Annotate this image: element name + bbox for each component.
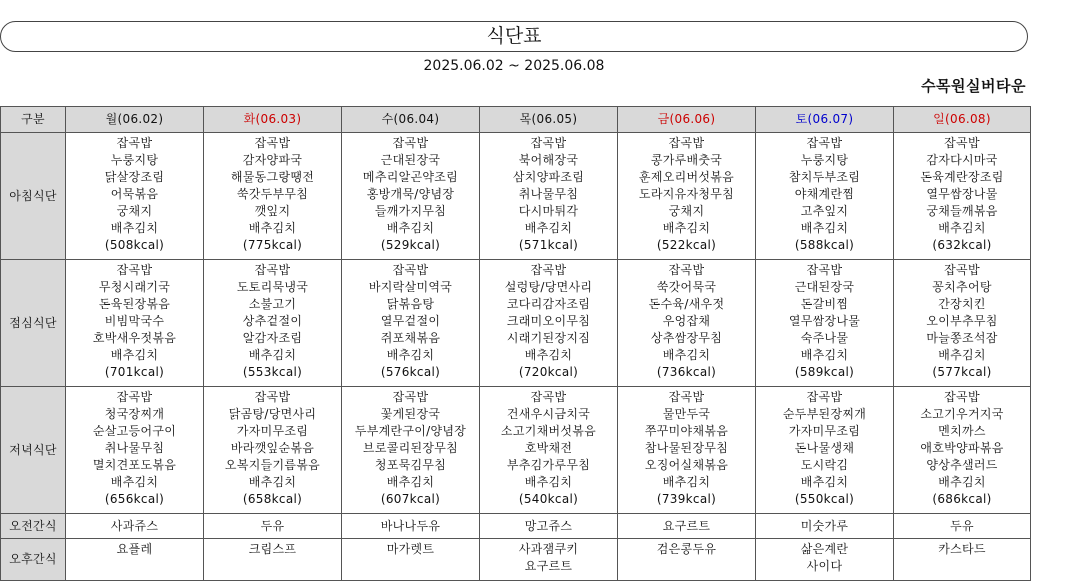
menu-item: 시래기된장지짐 [506,331,591,345]
menu-item: 물만두국 [662,407,711,421]
menu-item: 배추김치 [386,348,435,362]
menu-item: 배추김치 [248,348,297,362]
menu-cell [618,539,756,581]
menu-item: 브로콜리된장무침 [362,441,459,455]
menu-item: 상추겉절이 [242,314,303,328]
menu-item: 쥐포채볶음 [380,331,441,345]
facility-name: 수목원실버타운 [921,77,1026,95]
menu-item: 참치두부조림 [788,170,861,184]
menu-item: 돈육계란장조림 [920,170,1004,184]
meal-row [1,514,1031,539]
menu-item: 근대된장국 [380,153,441,167]
menu-item: (508kcal) [104,238,165,252]
menu-cell [618,514,756,539]
menu-item: 깻잎지 [254,204,291,218]
header-row [1,107,1031,133]
menu-item: 감자다시마국 [926,153,998,167]
menu-item: 잡곡밥 [668,263,705,277]
menu-item: 배추김치 [800,348,849,362]
menu-item: 누룽지탕 [110,153,159,167]
menu-cell [342,260,480,387]
menu-item: 배추김치 [110,348,159,362]
menu-item: 잡곡밥 [254,136,291,150]
menu-item: 돈육된장볶음 [98,297,171,311]
menu-item: 사과쥬스 [110,518,159,533]
menu-item: 돈수육/새우젓 [648,297,725,311]
menu-item: 돈갈비찜 [800,297,849,311]
menu-item: 호박새우젓볶음 [92,331,177,345]
menu-item: 배추김치 [110,221,159,235]
menu-cell [756,133,894,260]
menu-cell [618,133,756,260]
menu-item: 건새우시금치국 [506,407,591,421]
menu-cell [66,514,204,539]
menu-item: 참나물된장무침 [644,441,729,455]
menu-item: 배추김치 [938,348,986,362]
menu-item: 양상추샐러드 [926,458,998,472]
menu-item: 바나나두유 [380,518,441,533]
menu-item: 가자미무조림 [788,424,861,438]
menu-item: 배추김치 [248,475,297,489]
menu-item: (571kcal) [518,238,579,252]
menu-item: 바지락살미역국 [368,280,453,294]
menu-item: 소불고기 [248,297,297,311]
menu-item: 배추김치 [662,221,711,235]
menu-item: 잡곡밥 [116,263,153,277]
menu-item: 취나물무침 [518,187,579,201]
menu-item: 잡곡밥 [668,390,705,404]
menu-item: 오복지들기름볶음 [224,458,321,472]
day-header-sun: 일(06.08) [894,107,1031,133]
menu-item: 잡곡밥 [392,136,429,150]
menu-item: 잡곡밥 [392,390,429,404]
menu-cell [480,133,618,260]
menu-item: (529kcal) [380,238,441,252]
menu-item: 다시마튀각 [518,204,579,218]
menu-item: 꽁치추어탕 [932,280,992,294]
menu-cell [342,387,480,514]
menu-item: 망고쥬스 [524,518,573,533]
menu-item: 멘치까스 [938,424,986,438]
menu-item: 꽃게된장국 [380,407,441,421]
menu-cell [66,387,204,514]
menu-item: 소고기채버섯볶음 [500,424,597,438]
menu-item: 호박채전 [524,441,573,455]
day-header-wed: 수(06.04) [342,107,480,133]
menu-item: 메추리알곤약조림 [362,170,459,184]
menu-item: 배추김치 [800,221,849,235]
menu-cell [66,539,204,581]
menu-item: 누룽지탕 [800,153,849,167]
menu-item: 삶은계란 [800,542,849,556]
menu-item: 설렁탕/당면사리 [504,280,593,294]
menu-item: 근대된장국 [794,280,855,294]
menu-item: 궁채지 [116,204,153,218]
menu-cell [66,133,204,260]
menu-item: 두유 [950,518,974,533]
menu-item: 잡곡밥 [254,263,291,277]
menu-item: 배추김치 [524,221,573,235]
menu-item: 잡곡밥 [806,136,843,150]
menu-cell [756,539,894,581]
meal-row [1,260,1031,387]
menu-item: 순살고등어구이 [92,424,177,438]
menu-item: (686kcal) [932,492,992,506]
menu-cell [480,514,618,539]
menu-item: (607kcal) [380,492,441,506]
menu-item: 쑥갓어묵국 [656,280,717,294]
menu-item: 들깨가지무침 [374,204,447,218]
menu-item: 요구르트 [662,518,711,533]
meal-label: 오후간식 [1,539,66,581]
menu-item: (720kcal) [518,365,579,379]
menu-item: 닭곰탕/당면사리 [228,407,317,421]
menu-item: 잡곡밥 [944,136,980,150]
menu-item: 배추김치 [662,475,711,489]
menu-title: 식단표 [0,21,1028,52]
menu-item: 해물동그랑땡전 [230,170,315,184]
menu-cell [204,260,342,387]
menu-item: 잡곡밥 [116,390,153,404]
menu-item: 잡곡밥 [254,390,291,404]
menu-item: 미숫가루 [800,518,849,533]
menu-item: (588kcal) [794,238,855,252]
menu-item: (589kcal) [794,365,855,379]
menu-item: 북어해장국 [518,153,579,167]
menu-item: 고추잎지 [800,204,849,218]
menu-item: 청국장찌개 [104,407,165,421]
menu-item: 배추김치 [662,348,711,362]
meal-label: 점심식단 [1,260,66,387]
menu-item: (656kcal) [104,492,165,506]
menu-item: 요플레 [116,542,153,556]
menu-item: 마가렛트 [386,542,435,556]
menu-item: 닭살장조림 [104,170,165,184]
menu-item: 소고기우거지국 [920,407,1004,421]
menu-item: 열무겉절이 [380,314,441,328]
day-header-thu: 목(06.05) [480,107,618,133]
menu-item: 크림스프 [248,542,297,556]
menu-item: 잡곡밥 [116,136,153,150]
menu-item: (775kcal) [242,238,303,252]
header-label: 구분 [1,107,66,133]
menu-item: 바라깻잎순볶음 [230,441,315,455]
menu-item: 닭볶음탕 [386,297,435,311]
menu-item: 검은콩두유 [656,542,717,556]
menu-item: (632kcal) [932,238,992,252]
menu-item: 홍방개묵/양념장 [366,187,455,201]
menu-item: (550kcal) [794,492,855,506]
menu-item: 잡곡밥 [944,390,980,404]
menu-cell [66,260,204,387]
menu-item: 청포묵김무침 [374,458,447,472]
day-header-mon: 월(06.02) [66,107,204,133]
menu-item: 멸치견포도볶음 [92,458,177,472]
menu-item: 잡곡밥 [530,263,567,277]
menu-item: 쭈꾸미야채볶음 [644,424,729,438]
menu-item: 배추김치 [524,475,573,489]
menu-cell [894,260,1031,387]
weekly-menu-table [0,106,1031,581]
menu-item: 두유 [260,518,285,533]
menu-cell [480,260,618,387]
menu-cell [204,387,342,514]
menu-item: 부추김가루무침 [506,458,591,472]
menu-item: 잡곡밥 [530,390,567,404]
menu-item: 삼치양파조림 [512,170,585,184]
menu-item: 두부계란구이/양념장 [354,424,467,438]
menu-cell [894,514,1031,539]
menu-item: 오징어실채볶음 [644,458,729,472]
menu-item: 궁채지 [668,204,705,218]
menu-item: (522kcal) [656,238,717,252]
menu-item: 카스타드 [938,542,986,556]
menu-item: 콩가루배춧국 [650,153,723,167]
menu-item: 사이다 [806,559,843,573]
menu-item: 배추김치 [386,221,435,235]
menu-cell [342,133,480,260]
menu-item: 궁채들깨볶음 [926,204,998,218]
menu-item: (739kcal) [656,492,717,506]
day-header-fri: 금(06.06) [618,107,756,133]
menu-item: 잡곡밥 [392,263,429,277]
menu-cell [756,387,894,514]
meal-label: 아침식단 [1,133,66,260]
meal-label: 오전간식 [1,514,66,539]
menu-item: 야채계란찜 [794,187,855,201]
menu-item: 잡곡밥 [530,136,567,150]
meal-row [1,133,1031,260]
menu-period: 2025.06.02 ~ 2025.06.08 [423,58,605,74]
menu-item: 쑥갓두부무침 [236,187,309,201]
menu-item: (736kcal) [656,365,717,379]
menu-cell [204,539,342,581]
menu-item: 열무쌈장나물 [788,314,861,328]
menu-item: 사과잼쿠키 [518,542,579,556]
menu-cell [894,387,1031,514]
menu-cell [480,387,618,514]
menu-item: 알감자조림 [242,331,303,345]
menu-item: 도시락김 [800,458,849,472]
menu-item: 취나물무침 [104,441,165,455]
menu-item: 숙주나물 [800,331,849,345]
menu-item: (576kcal) [380,365,441,379]
menu-cell [894,133,1031,260]
menu-item: 배추김치 [938,475,986,489]
menu-item: 배추김치 [110,475,159,489]
day-header-tue: 화(06.03) [204,107,342,133]
meal-row [1,387,1031,514]
menu-item: 애호박양파볶음 [920,441,1004,455]
menu-item: 어묵볶음 [110,187,159,201]
menu-item: 우엉잡채 [662,314,711,328]
menu-cell [204,514,342,539]
menu-cell [480,539,618,581]
menu-item: 상추쌈장무침 [650,331,723,345]
meal-label: 저녁식단 [1,387,66,514]
meal-row [1,539,1031,581]
menu-cell [342,539,480,581]
menu-item: 잡곡밥 [944,263,980,277]
day-header-sat: 토(06.07) [756,107,894,133]
menu-item: 돈나물생채 [794,441,855,455]
menu-item: (658kcal) [242,492,303,506]
menu-item: 잡곡밥 [806,390,843,404]
menu-cell [618,387,756,514]
menu-item: 배추김치 [248,221,297,235]
menu-item: 무청시래기국 [98,280,171,294]
menu-item: 코다리감자조림 [506,297,591,311]
menu-cell [342,514,480,539]
menu-item: 도라지유자청무침 [638,187,735,201]
menu-item: 도토리묵냉국 [236,280,309,294]
menu-item: 배추김치 [524,348,573,362]
menu-item: 잡곡밥 [806,263,843,277]
menu-item: 크래미오이무침 [506,314,591,328]
menu-item: 가자미무조림 [236,424,309,438]
menu-cell [204,133,342,260]
menu-item: (553kcal) [242,365,303,379]
menu-item: 요구르트 [524,559,573,573]
menu-item: 마늘쫑조석잠 [926,331,998,345]
menu-item: 배추김치 [800,475,849,489]
menu-item: 배추김치 [938,221,986,235]
menu-item: 순두부된장찌개 [782,407,867,421]
menu-item: 간장치킨 [938,297,986,311]
menu-item: 배추김치 [386,475,435,489]
menu-body [1,133,1031,581]
menu-item: 감자양파국 [242,153,303,167]
menu-item: 열무쌈장나물 [926,187,998,201]
menu-item: 훈제오리버섯볶음 [638,170,735,184]
menu-item: 잡곡밥 [668,136,705,150]
menu-cell [618,260,756,387]
menu-item: 비빔막국수 [104,314,165,328]
menu-item: (577kcal) [932,365,992,379]
menu-item: (540kcal) [518,492,579,506]
menu-cell [894,539,1031,581]
menu-cell [756,514,894,539]
menu-cell [756,260,894,387]
menu-item: (701kcal) [104,365,165,379]
menu-item: 오이부추무침 [926,314,998,328]
